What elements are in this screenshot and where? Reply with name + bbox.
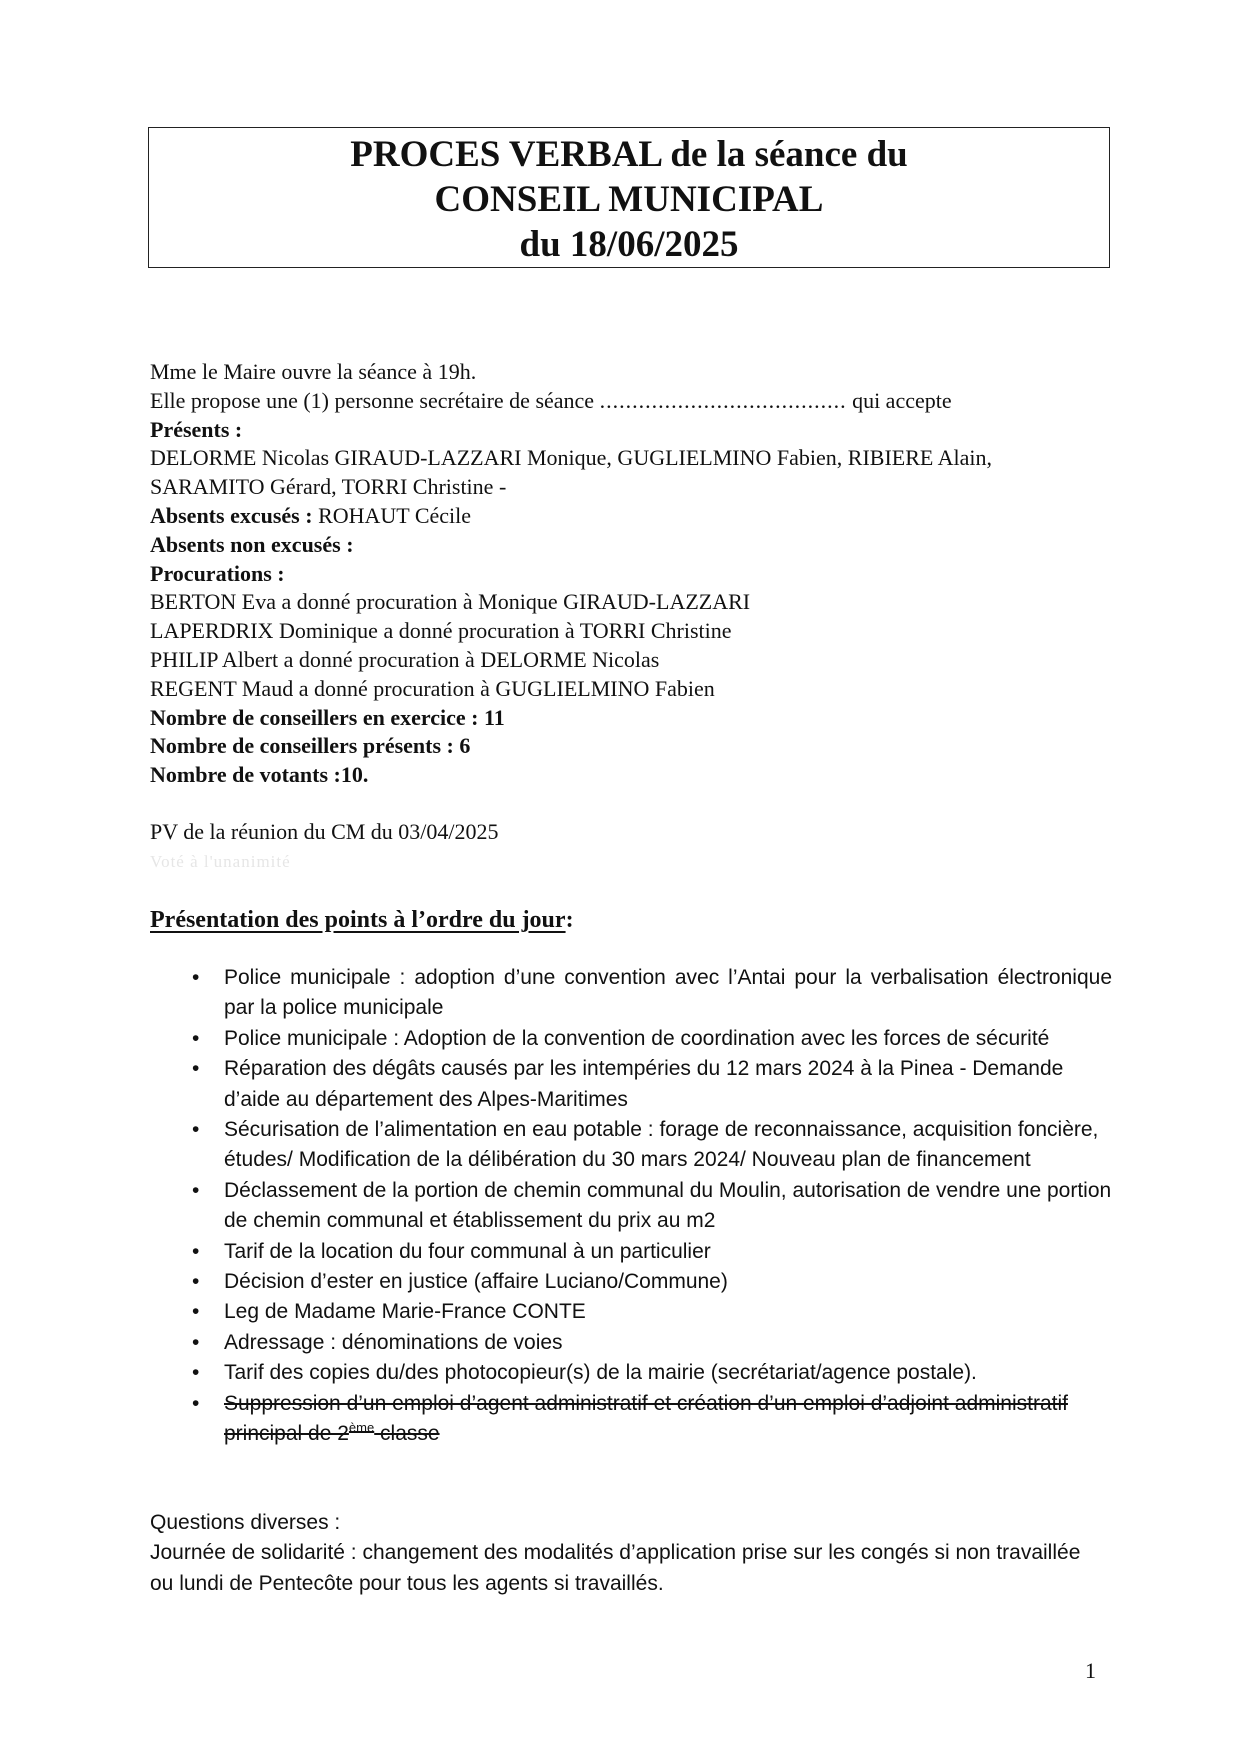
session-intro xyxy=(150,358,1090,790)
bullet-icon: • xyxy=(192,1026,200,1050)
bullet-icon: • xyxy=(192,1178,200,1202)
agenda-item xyxy=(192,1115,1112,1176)
bullet-icon: • xyxy=(192,1270,200,1294)
conseillers-exercice: Nombre de conseillers en exercice : 11 xyxy=(150,704,505,730)
agenda-item xyxy=(192,1024,1112,1054)
document-title-box xyxy=(148,127,1110,268)
absents-excuses-line xyxy=(150,502,1090,531)
agenda-item-text: Leg de Madame Marie-France CONTE xyxy=(224,1300,586,1324)
agenda-item-text: Police municipale : Adoption de la convention de coordination avec les forces de sécurité xyxy=(224,1026,1050,1050)
bullet-icon: • xyxy=(192,1239,200,1263)
pv-vote-faint-text: Voté à l'unanimité xyxy=(150,852,291,871)
bullet-icon: • xyxy=(192,1118,200,1142)
title-line-2: CONSEIL MUNICIPAL xyxy=(434,179,824,220)
struck-item-text-end: classe xyxy=(374,1422,440,1446)
struck-item-sup: ème xyxy=(348,1420,375,1436)
bullet-icon: • xyxy=(192,1057,200,1081)
secretary-line xyxy=(150,387,1090,416)
absents-non-excuses-label: Absents non excusés : xyxy=(150,531,354,557)
struck-item-text: Suppression d’un emploi d’agent administratif et création d’un emploi d’adjoint administratif principal de 2 xyxy=(224,1391,1068,1446)
procuration-item: BERTON Eva a donné procuration à Monique GIRAUD-LAZZARI xyxy=(150,589,751,615)
agenda-item-text: Police municipale : adoption d’une convention avec l’Antai pour la verbalisation électronique par la police municipale xyxy=(224,966,1112,1020)
secretary-suffix: qui accepte xyxy=(852,387,952,413)
opening-line: Mme le Maire ouvre la séance à 19h. xyxy=(150,359,477,384)
agenda-list xyxy=(192,963,1112,1450)
presents-label: Présents : xyxy=(150,416,243,442)
presents-line-2: SARAMITO Gérard, TORRI Christine - xyxy=(150,474,507,500)
agenda-item xyxy=(192,1358,1112,1388)
absents-excuses-label: Absents excusés : xyxy=(150,502,313,528)
agenda-item xyxy=(192,1054,1112,1115)
agenda-heading-text: Présentation des points à l’ordre du jour xyxy=(150,907,566,933)
bullet-icon: • xyxy=(192,966,200,989)
secretary-dots: ...................................... xyxy=(599,387,847,413)
agenda-item xyxy=(192,1297,1112,1327)
agenda-item xyxy=(192,1176,1112,1237)
agenda-item-text: Sécurisation de l’alimentation en eau potable : forage de reconnaissance, acquisition foncière, études/ Modification de la délibération du 30 mars 2024/ Nouveau plan de financement xyxy=(224,1118,1099,1172)
agenda-item-struck xyxy=(192,1389,1112,1450)
secretary-prefix: Elle propose une (1) personne secrétaire de séance xyxy=(150,387,595,413)
bullet-icon: • xyxy=(192,1391,200,1415)
agenda-item-text: Adressage : dénominations de voies xyxy=(224,1330,563,1354)
procurations-label: Procurations : xyxy=(150,560,285,586)
presents-line-1: DELORME Nicolas GIRAUD-LAZZARI Monique, GUGLIELMINO Fabien, RIBIERE Alain, xyxy=(150,445,992,471)
agenda-item-text: Tarif de la location du four communal à un particulier xyxy=(224,1239,711,1263)
agenda-item xyxy=(192,1267,1112,1297)
conseillers-presents: Nombre de conseillers présents : 6 xyxy=(150,733,471,759)
agenda-item-text: Réparation des dégâts causés par les intempéries du 12 mars 2024 à la Pinea - Demande d’aide au département des Alpes-Maritimes xyxy=(224,1057,1064,1111)
questions-label: Questions diverses : xyxy=(150,1511,341,1534)
page-number: 1 xyxy=(1085,1658,1096,1683)
absents-excuses-value: ROHAUT Cécile xyxy=(318,502,472,528)
agenda-item-text: Décision d’ester en justice (affaire Luciano/Commune) xyxy=(224,1270,728,1294)
questions-diverses xyxy=(150,1508,1090,1599)
pv-previous-meeting: PV de la réunion du CM du 03/04/2025 xyxy=(150,819,499,844)
procuration-item: REGENT Maud a donné procuration à GUGLIELMINO Fabien xyxy=(150,675,715,701)
title-line-1: PROCES VERBAL de la séance du xyxy=(350,134,908,175)
agenda-heading-colon: : xyxy=(565,907,574,933)
agenda-item xyxy=(192,1328,1112,1358)
bullet-icon: • xyxy=(192,1361,200,1385)
bullet-icon: • xyxy=(192,1300,200,1324)
agenda-heading xyxy=(150,907,574,934)
agenda-item xyxy=(192,1237,1112,1267)
questions-text: Journée de solidarité : changement des modalités d’application prise sur les congés si non travaillée ou lundi de Pentecôte pour tous les agents si travaillés. xyxy=(150,1541,1081,1595)
procuration-item: LAPERDRIX Dominique a donné procuration à TORRI Christine xyxy=(150,618,732,644)
title-line-3: du 18/06/2025 xyxy=(519,224,739,265)
bullet-icon: • xyxy=(192,1330,200,1354)
procuration-item: PHILIP Albert a donné procuration à DELORME Nicolas xyxy=(150,646,660,672)
agenda-item xyxy=(192,963,1112,1024)
agenda-item-text: Déclassement de la portion de chemin communal du Moulin, autorisation de vendre une portion de chemin communal et établissement du prix au m2 xyxy=(224,1178,1112,1233)
votants-count: Nombre de votants :10. xyxy=(150,762,369,788)
agenda-item-text: Tarif des copies du/des photocopieur(s) de la mairie (secrétariat/agence postale). xyxy=(224,1361,977,1385)
